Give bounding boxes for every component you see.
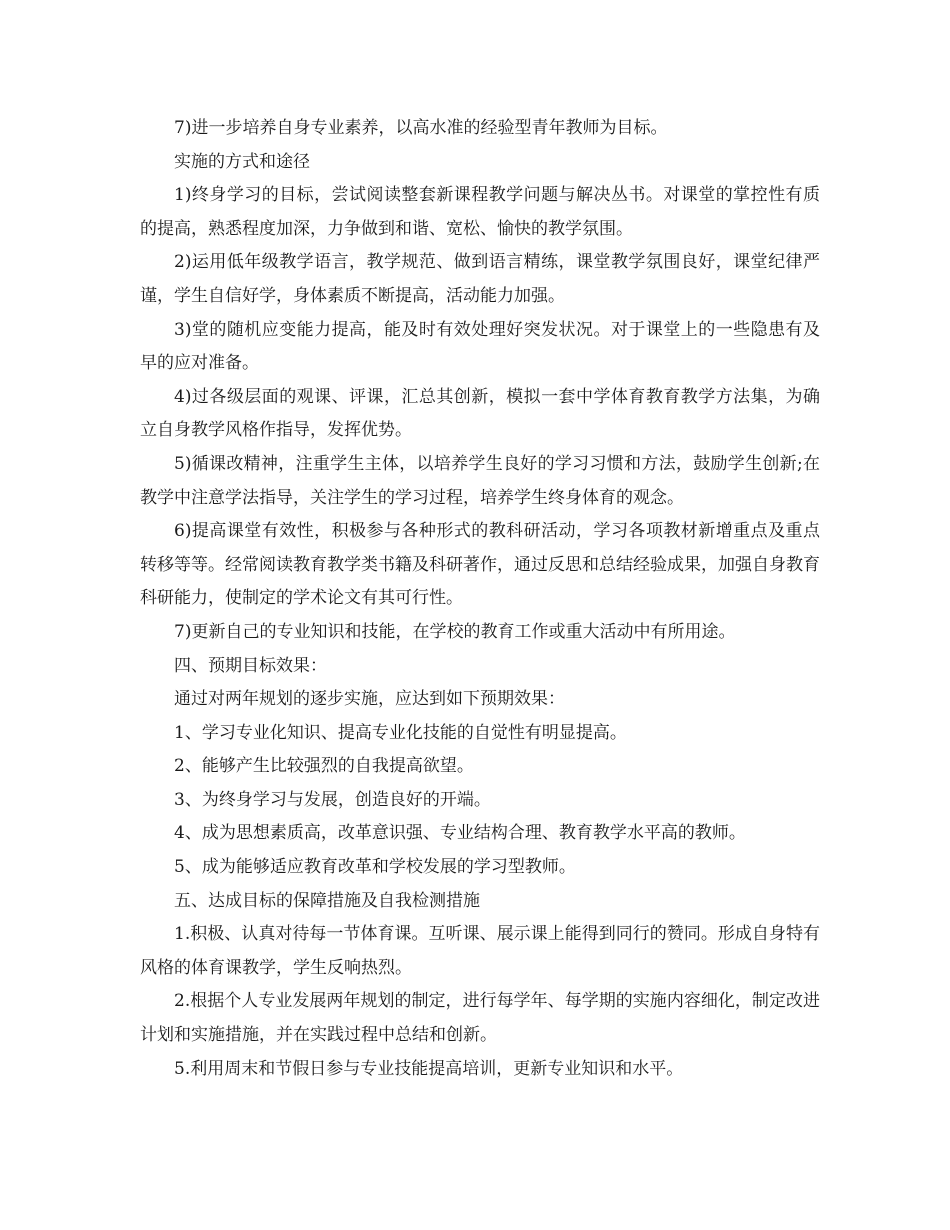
paragraph-method-3: 3)堂的随机应变能力提高，能及时有效处理好突发状况。对于课堂上的一些隐患有及早的应对准备。 xyxy=(140,319,820,374)
paragraph-goal-7: 7)进一步培养自身专业素养，以高水准的经验型青年教师为目标。 xyxy=(174,118,668,138)
paragraph-method-4: 4)过各级层面的观课、评课，汇总其创新，模拟一套中学体育教育教学方法集，为确立自身教学风格作指导，发挥优势。 xyxy=(140,386,820,441)
heading-expected-effects: 四、预期目标效果： xyxy=(174,655,327,676)
paragraph-measure-2: 2.根据个人专业发展两年规划的制定，进行每学年、每学期的实施内容细化，制定改进计划和实施措施，并在实践过程中总结和创新。 xyxy=(140,991,820,1046)
paragraph-measure-1: 1.积极、认真对待每一节体育课。互听课、展示课上能得到同行的赞同。形成自身特有风格的体育课教学，学生反响热烈。 xyxy=(140,924,820,978)
paragraph-method-6: 6)提高课堂有效性，积极参与各种形式的教科研活动，学习各项教材新增重点及重点转移等等。经常阅读教育教学类书籍及科研著作，通过反思和总结经验成果，加强自身教育科研能力，使制定的学术论文有其可行性。 xyxy=(140,521,820,609)
paragraph-method-7: 7)更新自己的专业知识和技能，在学校的教育工作或重大活动中有所用途。 xyxy=(174,621,736,642)
paragraph-method-5: 5)循课改精神，注重学生主体，以培养学生良好的学习习惯和方法，鼓励学生创新;在教学中注意学法指导，关注学生的学习过程，培养学生终身体育的观念。 xyxy=(140,453,820,508)
paragraph-effect-3: 3、为终身学习与发展，创造良好的开端。 xyxy=(174,789,491,810)
paragraph-measure-5: 5.利用周末和节假日参与专业技能提高培训，更新专业知识和水平。 xyxy=(174,1058,684,1079)
paragraph-method-2: 2)运用低年级教学语言，教学规范、做到语言精练，课堂教学氛围良好，课堂纪律严谨，学生自信好学，身体素质不断提高，活动能力加强。 xyxy=(140,252,820,306)
paragraph-method-1: 1)终身学习的目标，尝试阅读整套新课程教学问题与解决丛书。对课堂的掌控性有质的提高，熟悉程度加深，力争做到和谐、宽松、愉快的教学氛围。 xyxy=(140,185,820,239)
paragraph-effect-1: 1、学习专业化知识、提高专业化技能的自觉性有明显提高。 xyxy=(174,722,627,743)
paragraph-effect-5: 5、成为能够适应教育改革和学校发展的学习型教师。 xyxy=(174,857,576,878)
heading-guarantee-measures: 五、达成目标的保障措施及自我检测措施 xyxy=(174,890,480,911)
paragraph-effect-2: 2、能够产生比较强烈的自我提高欲望。 xyxy=(174,756,474,777)
paragraph-expected-intro: 通过对两年规划的逐步实施，应达到如下预期效果： xyxy=(174,689,565,710)
heading-implementation: 实施的方式和途径 xyxy=(174,151,310,172)
paragraph-effect-4: 4、成为思想素质高，改革意识强、专业结构合理、教育教学水平高的教师。 xyxy=(174,823,746,844)
document-body xyxy=(140,112,820,1086)
